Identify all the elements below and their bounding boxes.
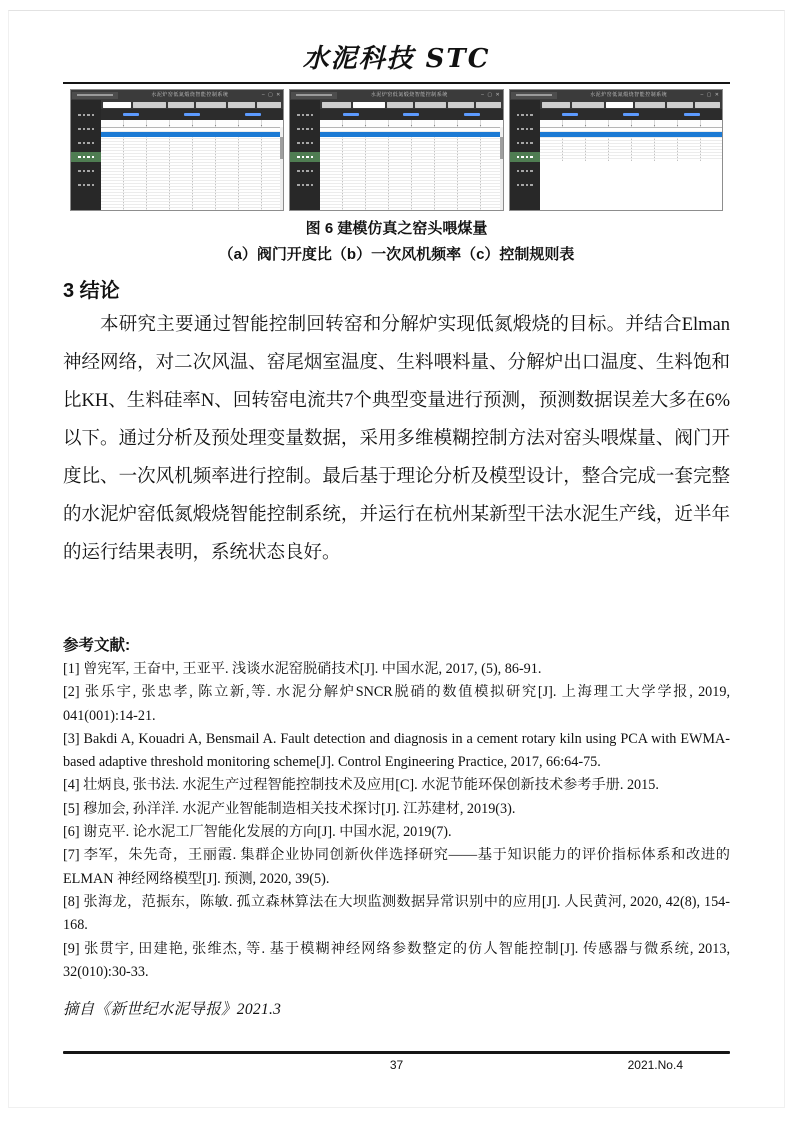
window-app-badge xyxy=(511,92,557,99)
window-tabsbar xyxy=(540,100,722,109)
window-body xyxy=(71,100,283,210)
window-tab xyxy=(415,102,445,108)
figure-window xyxy=(70,89,284,211)
issue-number: 2021.No.4 xyxy=(627,1058,683,1072)
figure-window xyxy=(509,89,723,211)
figure-screenshots xyxy=(70,89,723,211)
window-tab xyxy=(448,102,474,108)
table-header-row xyxy=(540,120,722,128)
source-note: 摘自《新世纪水泥导报》2021.3 xyxy=(63,1001,282,1018)
window-body xyxy=(510,100,722,210)
reference-item: [3] Bakdi A, Kouadri A, Bensmail A. Fault detection and diagnosis in a cement rotary kiln using PCA with EWMA-based adaptive threshold monitoring scheme[J]. Control Engineering Practice, 2017, 66:64-75. xyxy=(63,730,730,771)
window-group-header xyxy=(101,109,283,120)
window-tab xyxy=(695,102,720,108)
window-controls-icons: – ▢ ✕ xyxy=(261,92,282,98)
window-main xyxy=(540,100,722,210)
window-sidebar xyxy=(71,100,101,210)
body-paragraph: 本研究主要通过智能控制回转窑和分解炉实现低氮煅烧的目标。并结合Elman神经网络，对二次风温、窑尾烟室温度、生料喂料量、分解炉出口温度、生料饱和比KH、生料硅率N、回转窑电流共7个典型变量进行预测，预测数据误差大多在6%以下。通过分析及预处理变量数据，采用多维模糊控制方法对窑头喂煤量、阀门开度比、一次风机频率进行控制。最后基于理论分析及模型设计，整合完成一套完整的水泥炉窑低氮煅烧智能控制系统，并运行在杭州某新型干法水泥生产线，近半年的运行结果表明，系统状态良好。 xyxy=(63,315,730,563)
window-title: 水泥炉窑低氮煅烧智能控制系统 xyxy=(370,92,448,98)
window-tab xyxy=(572,102,604,108)
references-heading: 参考文献: xyxy=(63,637,131,654)
page-number: 37 xyxy=(389,1058,404,1072)
sidebar-item xyxy=(71,110,101,120)
window-controls-icons: – ▢ ✕ xyxy=(481,92,501,98)
reference-item: [8] 张海龙，范振东，陈敏. 孤立森林算法在大坝监测数据异常识别中的应用[J]. 人民黄河, 2020, 42(8), 154-168. xyxy=(63,893,730,934)
window-titlebar xyxy=(290,90,502,100)
sidebar-item xyxy=(71,166,101,176)
table-rows xyxy=(101,137,283,210)
window-main xyxy=(320,100,502,210)
window-tab xyxy=(196,102,226,108)
window-tab xyxy=(257,102,282,108)
sidebar-item xyxy=(290,110,320,120)
reference-item: [4] 壮炳良, 张书法. 水泥生产过程智能控制技术及应用[C]. 水泥节能环保创新技术参考手册. 2015. xyxy=(63,777,659,794)
reference-item: [7] 李军，朱先奇，王丽霞. 集群企业协同创新伙伴选择研究——基于知识能力的评价指标体系和改进的ELMAN 神经网络模型[J]. 预测, 2020, 39(5). xyxy=(63,847,730,887)
sidebar-item xyxy=(510,124,540,134)
table-rows xyxy=(320,137,502,210)
window-sidebar xyxy=(510,100,540,210)
window-tab xyxy=(322,102,350,108)
sidebar-item xyxy=(71,180,101,190)
window-title: 水泥炉窑低氮煅烧智能控制系统 xyxy=(151,92,229,98)
window-tab xyxy=(635,102,665,108)
sidebar-item-active xyxy=(510,152,540,162)
window-tab xyxy=(387,102,413,108)
window-tab xyxy=(667,102,693,108)
reference-item: [5] 穆加会, 孙洋洋. 水泥产业智能制造相关技术探讨[J]. 江苏建材, 2019(3). xyxy=(63,800,516,817)
reference-item: [2] 张乐宇, 张忠孝, 陈立新,等. 水泥分解炉SNCR脱硝的数值模拟研究[J]. 上海理工大学学报, 2019, 041(001):14-21. xyxy=(63,684,730,724)
figure-caption-title: 图 6 建模仿真之窑头喂煤量 xyxy=(305,220,488,237)
window-sidebar xyxy=(290,100,320,210)
window-tab xyxy=(542,102,570,108)
sidebar-item xyxy=(510,166,540,176)
window-titlebar xyxy=(71,90,283,100)
figure-caption-subtitle: （a）阀门开度比（b）一次风机频率（c）控制规则表 xyxy=(218,246,575,263)
window-tab xyxy=(353,102,385,108)
journal-header: 水泥科技 STC xyxy=(302,44,491,74)
window-controls-icons: – ▢ ✕ xyxy=(700,92,720,98)
window-group-header xyxy=(540,109,722,120)
section-heading: 3 结论 xyxy=(63,280,120,302)
footer-rule xyxy=(63,1051,730,1054)
reference-item: [9] 张贯宇, 田建艳, 张维杰, 等. 基于模糊神经网络参数整定的仿人智能控制[J]. 传感器与微系统, 2013, 32(010):30-33. xyxy=(63,940,730,980)
sidebar-item xyxy=(290,166,320,176)
window-tab xyxy=(103,102,131,108)
references-list xyxy=(63,658,730,984)
sidebar-item xyxy=(510,110,540,120)
sidebar-item-active xyxy=(71,152,101,162)
sidebar-item-active xyxy=(290,152,320,162)
sidebar-item xyxy=(71,124,101,134)
sidebar-item xyxy=(290,138,320,148)
window-tab xyxy=(168,102,194,108)
window-tab xyxy=(133,102,165,108)
sidebar-item xyxy=(290,124,320,134)
sidebar-item xyxy=(510,180,540,190)
window-group-header xyxy=(320,109,502,120)
sidebar-item xyxy=(290,180,320,190)
sidebar-item xyxy=(510,138,540,148)
window-title: 水泥炉窑低氮煅烧智能控制系统 xyxy=(590,92,668,98)
window-tab xyxy=(228,102,254,108)
reference-item: [1] 曾宪军, 王奋中, 王亚平. 浅谈水泥窑脱硝技术[J]. 中国水泥, 2017, (5), 86-91. xyxy=(63,661,542,677)
window-tab xyxy=(606,102,632,108)
window-titlebar xyxy=(510,90,722,100)
scrollbar xyxy=(500,127,503,210)
table-empty-area xyxy=(540,161,722,210)
window-tab xyxy=(476,102,501,108)
window-app-badge xyxy=(291,92,337,99)
reference-item: [6] 谢克平. 论水泥工厂智能化发展的方向[J]. 中国水泥, 2019(7). xyxy=(63,824,452,841)
window-body xyxy=(290,100,502,210)
table-header-row xyxy=(101,120,283,128)
window-app-badge xyxy=(72,92,118,99)
figure-window xyxy=(289,89,503,211)
header-rule xyxy=(63,82,730,84)
sidebar-item xyxy=(71,138,101,148)
table-header-row xyxy=(320,120,502,128)
window-tabsbar xyxy=(320,100,502,109)
scrollbar xyxy=(280,127,283,210)
table-rows xyxy=(540,137,722,161)
window-main xyxy=(101,100,283,210)
window-tabsbar xyxy=(101,100,283,109)
